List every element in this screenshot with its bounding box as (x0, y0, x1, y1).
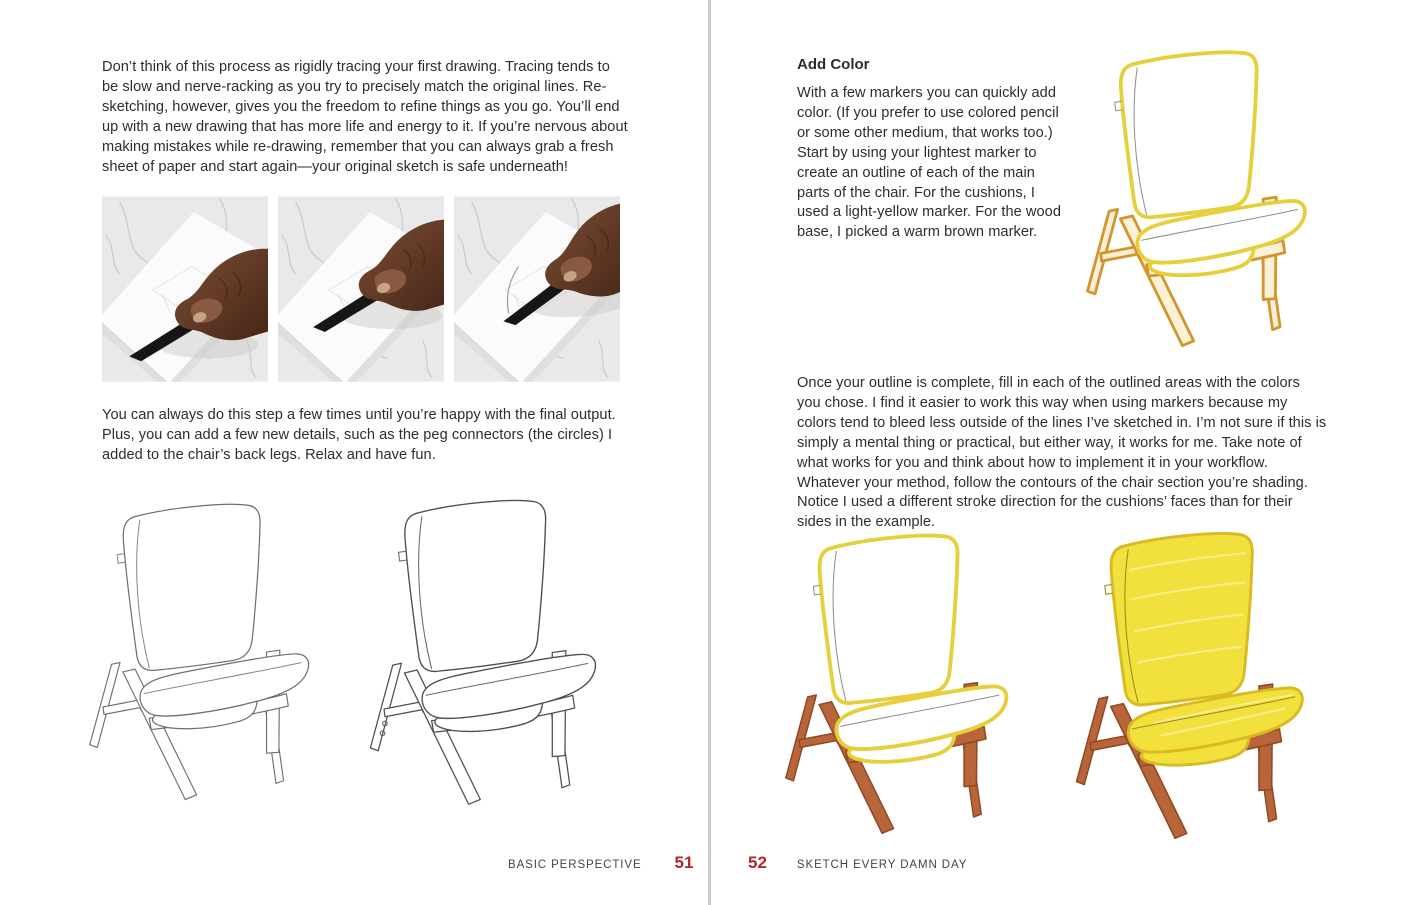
chair-fully-colored (1051, 526, 1344, 848)
photo-step-2 (278, 196, 444, 382)
paragraph-fill-color: Once your outline is complete, fill in each of the outlined areas with the colors you chose. I find it easier to work this way when using markers because my colors tend to bleed less outside of the lines I’ve sketched in. I’m not sure if this is simply a mental thing or practical, but either way, it works for me. Take note of what works for you and think about how to implement it in your workflow. Whatever your method, follow the contours of the chair section you’re shading. Notice I used a different stroke direction for the cushions’ faces than for their sides in the example. (797, 375, 1327, 531)
chair-sketch-refined (345, 493, 637, 814)
photo-step-3 (454, 196, 620, 382)
photo-step-1 (102, 196, 268, 382)
chair-base-colored (761, 528, 1047, 843)
paragraph-add-color: With a few markers you can quickly add color. (If you prefer to use colored pencil or some other medium, that works too.) Start by using your lightest marker to create an outline of each of the main parts of the chair. For the cushions, I used a light-yellow marker. For the wood base, I picked a warm brown marker. (797, 85, 1061, 241)
photo-sequence (102, 196, 620, 382)
chair-sketch-first (65, 497, 349, 809)
chair-marker-outline (1063, 45, 1345, 355)
footer-left (508, 853, 693, 873)
paragraph-resketching: Don’t think of this process as rigidly tracing your first drawing. Tracing tends to be slow and nerve-racking as you try to precisely match the original lines. Re-sketching, however, gives you the freedom to refine things as you go. You’ll end up with a new drawing that has more life and energy to it. If you’re nervous about making mistakes while re-drawing, remember that you can always grab a fresh sheet of paper and start again—your original sketch is safe underneath! (102, 59, 628, 175)
section-heading: Add Color (797, 56, 870, 73)
page-number-51: 51 (674, 853, 694, 872)
page-52 (711, 0, 1413, 905)
book-title-label: SKETCH EVERY DAMN DAY (796, 859, 968, 871)
chapter-label: BASIC PERSPECTIVE (508, 859, 642, 871)
footer-right (748, 853, 967, 873)
page-number-52: 52 (748, 853, 767, 872)
paragraph-repeat-step: You can always do this step a few times until you’re happy with the final output. Plus, you can add a few new details, such as the peg connectors (the circles) I added to the chair’s back legs. Relax and have fun. (102, 407, 616, 463)
